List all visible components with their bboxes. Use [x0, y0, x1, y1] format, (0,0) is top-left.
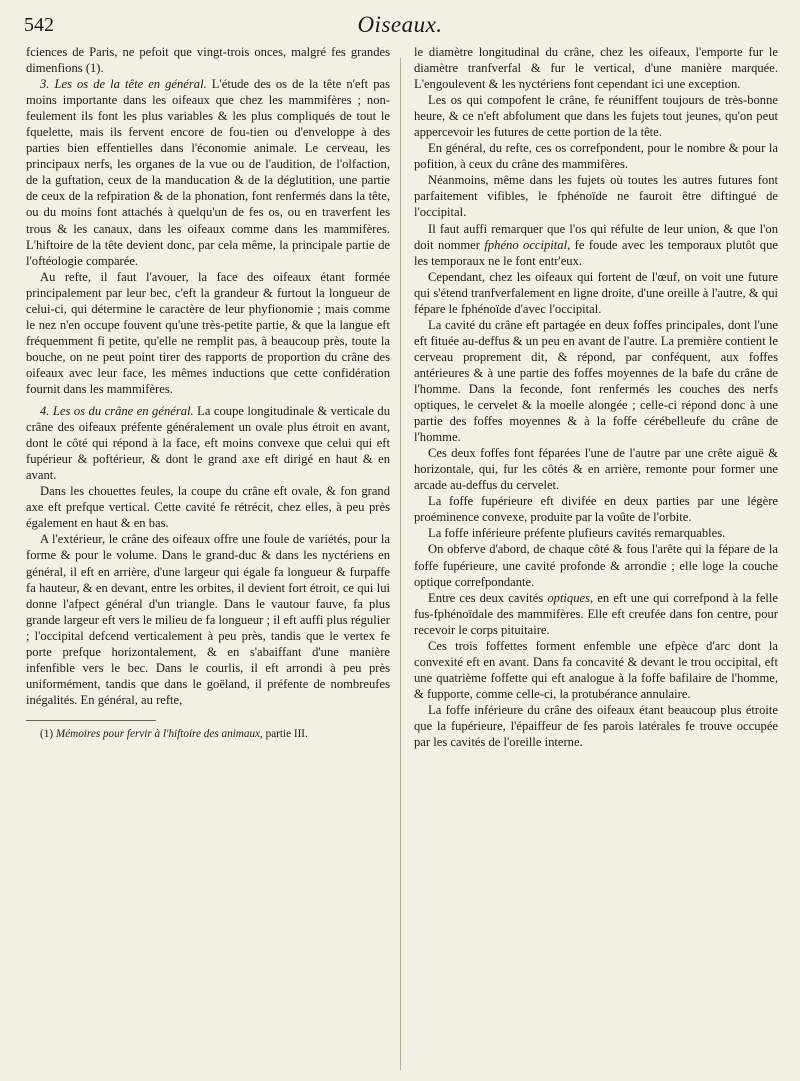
paragraph-text: , fe foude avec les temporaux plutôt que les temporaux ne le font entr'eux.	[414, 237, 778, 268]
paragraph	[26, 403, 390, 483]
running-title: Oiseaux.	[357, 12, 443, 37]
paragraph: Dans les chouettes feules, la coupe du crâne eft ovale, & fon grand axe eft prefque vertical. Cette cavité fe rétrécit, chez elles, à peu près également en haut & en bas.	[26, 484, 390, 531]
paragraph: Néanmoins, même dans les fujets où toutes les autres futures font parfaitement vifibles, le fphénoïde ne fauroit être diftingué de l'occipital.	[414, 173, 778, 220]
paragraph: La foffe inférieure du crâne des oifeaux étant beaucoup plus étroite que la fupérieure, l'épaiffeur de fes parois latérales fe trouve occupée par les cavités de l'oreille interne.	[414, 702, 778, 750]
paragraph: On obferve d'abord, de chaque côté & fous l'arête qui la fépare de la foffe fupérieure, une cavité profonde & arrondie ; elle loge la couche optique correfpondante.	[414, 542, 778, 589]
paragraph: Les os qui compofent le crâne, fe réuniffent toujours de très-bonne heure, & ce n'eft abfolument que dans les fujets tout jeunes, qu'on peut appercevoir les futures de cette portion de la tête.	[414, 93, 778, 140]
italic-term: optiques	[547, 590, 591, 605]
paragraph-text: L'étude des os de la tête n'eft pas moins importante dans les oifeaux que chez les mammifères ; non-feulement ils font les plus variables & les plus compliqués de tout le fquelette, mais ils fervent encore de fou-tien ou d'enveloppe à des parties bien effentielles dans l'économie animale. Le cerveau, les principaux nerfs, les organes de la vue ou de l'audition, de l'olfaction, de la guftation, ceux de la manducation & de la déglutition, une partie de ceux de la refpiration & de la phonation, font renfermés dans la tête, ou du moins font attachés à quelqu'un de fes os, ou en traverfent les trous & les canaux, dans les oifeaux comme dans les mammifères. L'hiftoire de la tête devient donc, par cela même, la principale partie de l'oftéologie comparée.	[26, 77, 390, 268]
paragraph: La foffe inférieure préfente plufieurs cavités remarquables.	[428, 526, 726, 541]
footnote-text: , partie III.	[260, 727, 308, 740]
paragraph: A l'extérieur, le crâne des oifeaux offre une foule de variétés, pour la forme & pour le volume. Dans le grand-duc & dans les nyctériens en général, il eft en arrière, d'une largeur qui égale fa longueur & furpaffe fa hauteur, & en devant, entre les orbites, il devient fort étroit, ce qui lui donne l'afpect général d'un triangle. Dans le vautour fauve, fa plus grande largeur eft vers le milieu de fa longueur ; il eft auffi plus régulier ; l'occipital defcend verticalement à peu près, tandis que le vertex fe porte prefque horizontalement, & en s'abaiffant d'une manière infenfible vers le bec. Dans le courlis, il eft arrondi à peu près uniformément, tandis que dans le goëland, il préfente de nombreufes inégalités. En général, au refte,	[26, 532, 390, 707]
page-header	[24, 10, 776, 44]
paragraph: le diamètre longitudinal du crâne, chez les oifeaux, l'emporte fur le diamètre tranfverfal & fur le vertical, d'une manière marquée. L'engoulevent & les nyctériens font cependant ici une exception.	[414, 45, 778, 92]
paragraph: Cependant, chez les oifeaux qui fortent de l'œuf, on voit une future qui s'étend tranfverfalement en ligne droite, d'une oreille à l'autre, & qui fépare le fphénoïde d'avec l'occipital.	[414, 269, 778, 316]
footnote-marker: (1)	[40, 727, 56, 740]
paragraph: La foffe fupérieure eft divifée en deux parties par une légère proéminence convexe, produite par la voûte de l'orbite.	[414, 494, 778, 525]
paragraph	[414, 221, 778, 269]
paragraph: fciences de Paris, ne pefoit que vingt-trois onces, malgré fes grandes dimenfions (1).	[26, 45, 390, 76]
paragraph: Au refte, il faut l'avouer, la face des oifeaux étant formée principalement par leur bec, c'eft la grandeur & furtout la longueur de celui-ci, qui détermine le caractère de leur phyfionomie ; mais comme le nez n'en occupe fouvent qu'une très-petite partie, & que la langue eft fréquemment fi petite, qu'elle ne remplit pas, à beaucoup près, toute la bouche, on ne peut point tirer des rapports de proportion du crâne des oifeaux avec leur face, les mêmes inductions que cette confidération fournit dans les mammifères.	[26, 269, 390, 396]
paragraph	[26, 76, 390, 269]
paragraph: Ces deux foffes font féparées l'une de l'autre par une crête aiguë & horizontale, qui, fur les côtés & en arrière, remonte pour former une arcade au-deffus du cervelet.	[414, 446, 778, 493]
paragraph	[414, 590, 778, 638]
section-heading: 3. Les os de la tête en général.	[40, 77, 207, 92]
italic-term: fphéno occipital	[484, 237, 568, 252]
paragraph: En général, du refte, ces os correfpondent, pour le nombre & pour la pofition, à ceux du crâne des mammifères.	[414, 141, 778, 172]
column-divider	[400, 58, 401, 1070]
footnote	[26, 727, 390, 741]
paragraph: Ces trois foffettes forment enfemble une efpèce d'arc dont la convexité eft en avant. Dans fa concavité & devant le trou occipital, eft une quatrième foffette qui eft analogue à la foffe bafilaire de l'homme, & fupporte, comme celle-ci, la protubérance annulaire.	[414, 638, 778, 701]
page-number: 542	[24, 14, 54, 36]
paragraph-text: Il faut auffi remarquer que l'os qui réfulte de leur union, & que l'on doit nommer	[414, 221, 778, 252]
section-heading: 4. Les os du crâne en général.	[40, 404, 194, 419]
footnote-divider	[26, 720, 156, 721]
left-column	[26, 44, 390, 741]
right-column	[414, 44, 778, 750]
paragraph-text: , en eft une qui correfpond à la felle fus-fphénoïdale des mammifères. Elle eft creufée dans fon centre, pour recevoir le corps pituitaire.	[414, 590, 778, 637]
paragraph: La cavité du crâne eft partagée en deux foffes principales, dont l'une eft fituée au-deffus & un peu en avant de l'autre. La première contient le cerveau proprement dit, & répond, par conféquent, aux foffes antérieures & à une partie des foffes moyennes de la bafe du crâne de l'homme. Dans la feconde, font renfermés les couches des nerfs optiques, le cervelet & la moelle alongée ; celle-ci répond donc à une partie des foffes moyennes & à la foffe cérébelleufe du crâne de l'homme.	[414, 317, 778, 445]
footnote-title: Mémoires pour fervir à l'hiftoire des animaux	[55, 727, 260, 740]
paragraph-text: Entre ces deux cavités	[428, 590, 548, 605]
paragraph-text: La coupe longitudinale & verticale du crâne des oifeaux préfente généralement un ovale plus étroit en avant, dont le côté qui répond à la face, eft moins convexe que celui qui eft fupérieur & poftérieur, & dont le grand axe eft dirigé en haut & en avant.	[26, 404, 390, 483]
